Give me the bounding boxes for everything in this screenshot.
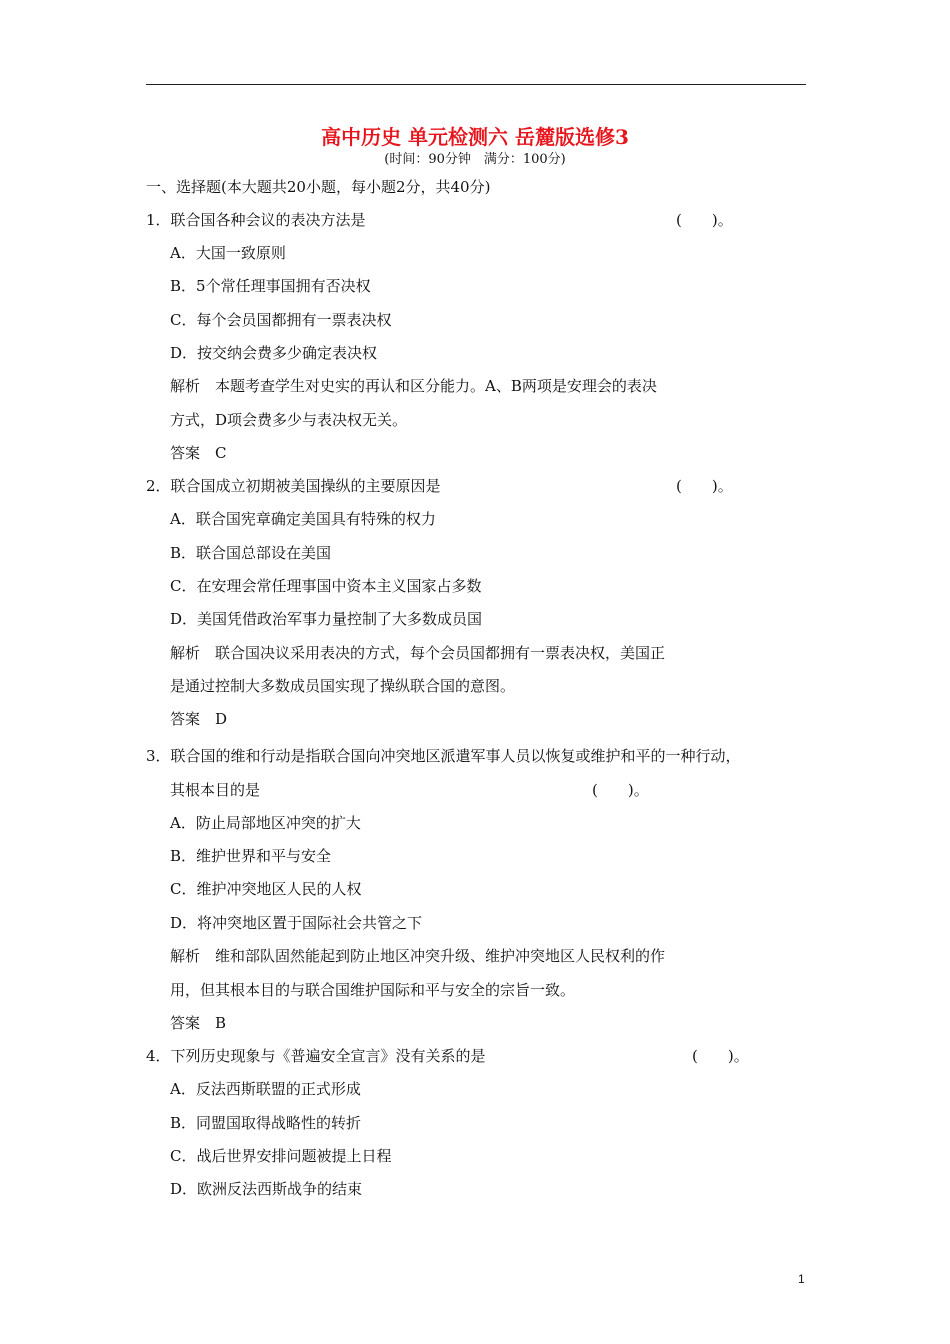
question-4-option-d: D．欧洲反法西斯战争的结束 <box>170 1180 363 1198</box>
question-4-option-c: C．战后世界安排问题被提上日程 <box>170 1147 392 1165</box>
question-3-option-a: A．防止局部地区冲突的扩大 <box>170 814 361 832</box>
question-3-analysis-line-1: 解析 维和部队固然能起到防止地区冲突升级、维护冲突地区人民权利的作 <box>170 947 666 965</box>
question-3-stem-line-1: 3．联合国的维和行动是指联合国向冲突地区派遣军事人员以恢复或维护和平的一种行动， <box>146 747 741 765</box>
question-2-option-c: C．在安理会常任理事国中资本主义国家占多数 <box>170 577 482 595</box>
question-2-analysis-line-2: 是通过控制大多数成员国实现了操纵联合国的意图。 <box>170 677 516 695</box>
document-subtitle: (时间：90分钟 满分：100分) <box>384 152 566 167</box>
question-3-answer: 答案 B <box>170 1014 227 1032</box>
question-1-option-c: C．每个会员国都拥有一票表决权 <box>170 311 392 329</box>
question-3-option-d: D．将冲突地区置于国际社会共管之下 <box>170 914 423 932</box>
question-3-option-c: C．维护冲突地区人民的人权 <box>170 880 362 898</box>
question-1-option-a: A．大国一致原则 <box>170 244 286 262</box>
question-1-option-d: D．按交纳会费多少确定表决权 <box>170 344 378 362</box>
question-4-option-b: B．同盟国取得战略性的转折 <box>170 1114 362 1132</box>
question-1-answer: 答案 C <box>170 444 227 462</box>
question-3-option-b: B．维护世界和平与安全 <box>170 847 332 865</box>
question-2-answer: 答案 D <box>170 710 228 728</box>
question-3-analysis-line-2: 用，但其根本目的与联合国维护国际和平与安全的宗旨一致。 <box>170 981 576 999</box>
question-2-analysis-line-1: 解析 联合国决议采用表决的方式，每个会员国都拥有一票表决权，美国正 <box>170 644 666 662</box>
question-1-analysis-line-1: 解析 本题考查学生对史实的再认和区分能力。A、B两项是安理会的表决 <box>170 377 657 395</box>
question-4-answer-blank: ( )。 <box>692 1047 749 1065</box>
question-2-answer-blank: ( )。 <box>676 477 733 495</box>
question-2-option-a: A．联合国宪章确定美国具有特殊的权力 <box>170 510 436 528</box>
question-4-option-a: A．反法西斯联盟的正式形成 <box>170 1080 361 1098</box>
question-2-stem: 2．联合国成立初期被美国操纵的主要原因是 <box>146 477 441 495</box>
question-1-answer-blank: ( )。 <box>676 211 733 229</box>
page-number: 1 <box>798 1272 805 1286</box>
document-title: 高中历史 单元检测六 岳麓版选修3 <box>321 125 629 149</box>
question-2-option-d: D．美国凭借政治军事力量控制了大多数成员国 <box>170 610 483 628</box>
question-3-stem-line-2: 其根本目的是 <box>170 781 261 799</box>
question-4-stem: 4．下列历史现象与《普遍安全宣言》没有关系的是 <box>146 1047 486 1065</box>
question-1-analysis-line-2: 方式，D项会费多少与表决权无关。 <box>170 411 408 429</box>
header-rule <box>146 84 806 85</box>
question-2-option-b: B．联合国总部设在美国 <box>170 544 332 562</box>
section-heading: 一、选择题(本大题共20小题，每小题2分，共40分) <box>146 178 491 196</box>
question-1-option-b: B．5个常任理事国拥有否决权 <box>170 277 371 295</box>
question-1-stem: 1．联合国各种会议的表决方法是 <box>146 211 366 229</box>
question-3-answer-blank: ( )。 <box>592 781 649 799</box>
